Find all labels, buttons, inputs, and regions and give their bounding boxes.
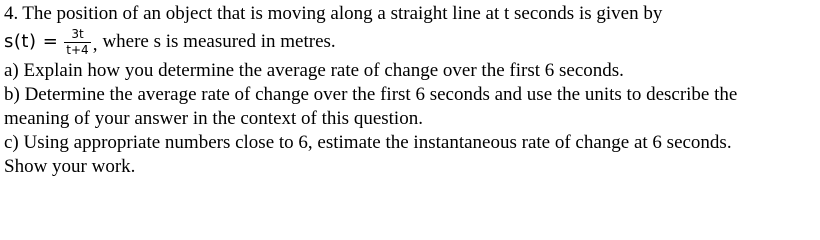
part-b-line-1: b) Determine the average rate of change over the first 6 seconds and use the units to describe the (4, 84, 738, 105)
part-b-line-2: meaning of your answer in the context of this question. (4, 108, 423, 129)
part-c-line-2: Show your work. (4, 156, 136, 177)
formula-line (4, 25, 816, 59)
formula-numerator: 3t (71, 26, 84, 41)
question-intro-line (4, 2, 816, 26)
formula-fraction (64, 28, 90, 57)
question-intro: The position of an object that is moving along a straight line at t seconds is given by (22, 3, 663, 24)
formula-denominator: t+4 (66, 42, 89, 57)
part-a: a) Explain how you determine the average rate of change over the first 6 seconds. (4, 60, 624, 81)
part-c-line-1: c) Using appropriate numbers close to 6, estimate the instantaneous rate of change at 6 seconds. (4, 132, 732, 153)
question-number: 4. (4, 3, 19, 24)
question-document (4, 2, 816, 179)
formula-lhs: s(t) = (4, 31, 59, 52)
formula-comma: , (92, 34, 98, 55)
formula-suffix: where s is measured in metres. (102, 31, 336, 52)
